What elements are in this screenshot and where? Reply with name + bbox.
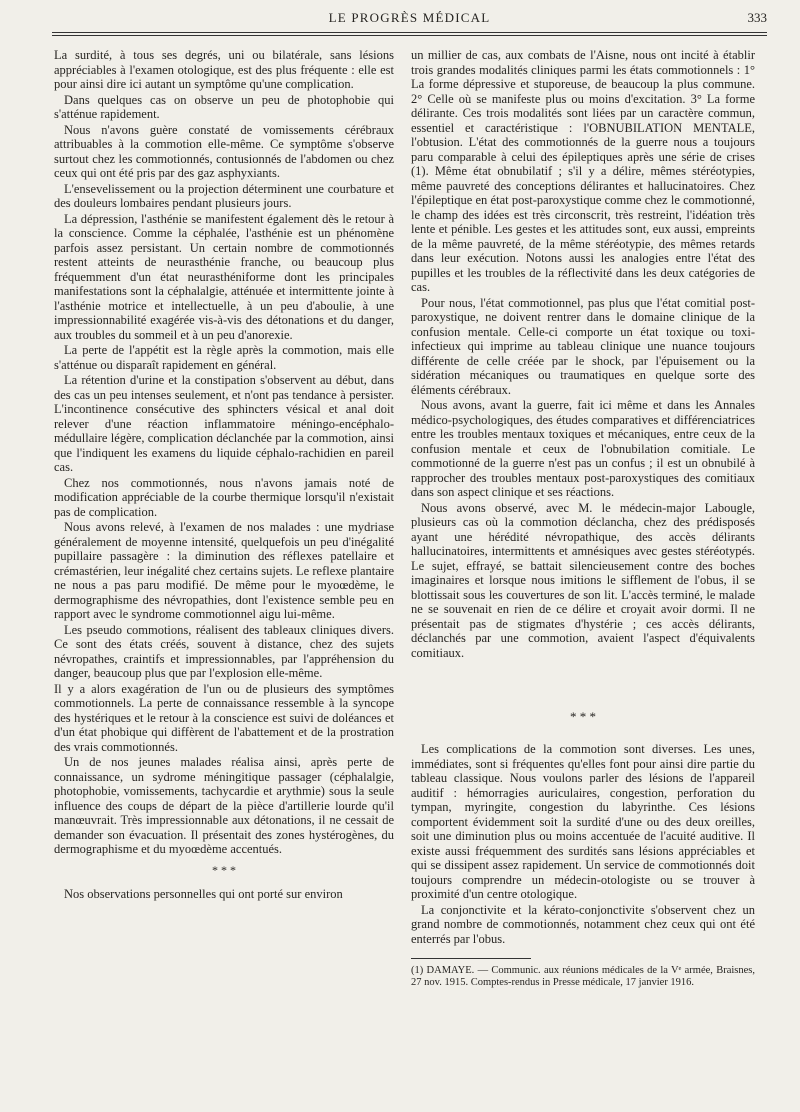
paragraph: La rétention d'urine et la constipation s'observent au début, dans des cas un peu intenses seulement, et n'ont pas tendance à persister. L'incontinence consécutive des sphincters vésical et anal doit relever d'une réaction inflammatoire méningo-encéphalo-médullaire légère, complication déclanchée par la commotion, ainsi que l'indiquent les examens du liquide céphalo-rachidien en pareil cas. (54, 373, 394, 474)
running-header (52, 8, 767, 28)
paragraph: Dans quelques cas on observe un peu de photophobie qui s'atténue rapidement. (54, 92, 394, 121)
paragraph: Nous n'avons guère constaté de vomissements cérébraux attribuables à la commotion elle-même. Ce symptôme s'observe surtout chez les commotionnés, contusionnés de l'abdomen ou chez ceux qui ont été pris par des gaz asphyxiants. (54, 122, 394, 180)
section-separator: * * * (212, 862, 236, 877)
paragraph: Il y a alors exagération de l'un ou de plusieurs des symptômes commotionnels. La perte de connaissance ressemble à la syncope des hystériques et le retour à la conscience est suivi de doléances et d'un état phobique qui diffèrent de l'abattement et de la prostration des vrais commotionnés. (54, 681, 394, 754)
journal-title: LE PROGRÈS MÉDICAL (328, 10, 491, 25)
left-column (54, 48, 394, 902)
paragraph: L'ensevelissement ou la projection déterminent une courbature et des douleurs lombaires pendant plusieurs jours. (54, 181, 394, 210)
paragraph: Nos observations personnelles qui ont porté sur environ (64, 886, 343, 901)
header-rule-top (52, 32, 767, 33)
footnote-rule (411, 958, 531, 959)
paragraph: un millier de cas, aux combats de l'Aisne, nous ont incité à établir trois grandes modalités cliniques parmi les états commotionnels : 1° La forme dépressive et stuporeuse, de beaucoup la plus commune. 2° Celle où se manifeste plus ou moins d'excitation. 3° La forme délirante. Ces trois modalités sont liées par un caractère commun, essentiel et caractéristique : l'OBNUBILATION MENTALE, l'obtusion. L'état des commotionnés de la guerre nous a toujours paru comparable à celui des épileptiques après une série de crises (1). Même état obnubilatif ; s'il y a délire, mêmes stéréotypies, même pauvreté des conceptions délirantes et hallucinatoires. Chez l'épileptique en état post-paroxystique comme chez le commotionné, le champ des idées est très circonscrit, très restreint, l'idéation très lente et pénible. Les gestes et les attitudes sont, eux aussi, empreints de la même pauvreté, de la même stéréotypie, des mêmes retards dans leur exécution. Notons aussi les analogies entre l'état des pupilles et les troubles de la réflectivité dans les deux catégories de cas. (411, 48, 755, 294)
paragraph: Chez nos commotionnés, nous n'avons jamais noté de modification appréciable de la courbe thermique lorsqu'il n'existait pas de complication. (54, 475, 394, 519)
paragraph: La surdité, à tous ses degrés, uni ou bilatérale, sans lésions appréciables à l'examen otologique, est des plus fréquente : elle est pour ainsi dire ici autant un symptôme qu'une complication. (54, 48, 394, 91)
right-column (411, 48, 755, 989)
header-rule-bottom (52, 35, 767, 36)
paragraph: Nous avons observé, avec M. le médecin-major Labougle, plusieurs cas où la commotion déclancha, chez des prédisposés ayant une hérédité névropathique, des accès délirants hallucinatoires, intermittents et amnésiques avec gestes stéréotypés. Le sujet, effrayé, se battait silencieusement contre des boches imaginaires et lorsque nous imitions le sifflement de l'obus, il se blottissait sous les couvertures de son lit. L'accès terminé, le malade ne se souvenait en rien de ce délire et croyait avoir dormi. Il ne présentait pas de stigmates d'hystérie ; ces accès délirants, déclanchés par une commotion, avaient l'aspect d'équivalents comitiaux. (411, 500, 755, 660)
paragraph: Un de nos jeunes malades réalisa ainsi, après perte de connaissance, un sydrome méningitique passager (céphalalgie, photophobie, vomissements, tachycardie et arythmie) sous la seule influence des coups de départ de la pièce d'artillerie lourde qu'il manœuvrait. Très impressionnable aux détonations, il ne cessait de demander son évacuation. Il présentait des zones hystérogènes, du dermographisme et du myoœdème accentués. (54, 755, 394, 856)
section-separator: * * * (570, 709, 596, 724)
paragraph: Les complications de la commotion sont diverses. Les unes, immédiates, sont si fréquentes qu'elles font pour ainsi dire partie du tableau classique. Nous voulons parler des lésions de l'appareil auditif : hémorragies auriculaires, congestion, perforation du tympan, myringite, congestion du labyrinthe. Ces lésions comportent évidemment soit la surdité d'une ou des deux oreilles, soit une diminution plus ou moins accentuée de l'acuité auditive. Il existe aussi fréquemment des surdités sans lésions appréciables et qui se dissipent assez rapidement. Un service de commotionnés doit toujours comprendre un médecin-otologiste ou se trouver à proximité d'un centre otologique. (411, 742, 755, 901)
paragraph: La conjonctivite et la kérato-conjonctivite s'observent chez un grand nombre de commotionnés, notamment chez ceux qui ont été enterrés par l'obus. (411, 902, 755, 946)
page-number: 333 (747, 10, 767, 25)
paragraph: La perte de l'appétit est la règle après la commotion, mais elle s'atténue ou disparaît rapidement en général. (54, 343, 394, 372)
paragraph: Pour nous, l'état commotionnel, pas plus que l'état comitial post-paroxystique, ne doivent rentrer dans le domaine clinique de la confusion mentale. Celle-ci comporte un état toxique ou toxi-infectieux qui imprime au tableau clinique une nuance toujours différente de celle créée par le shock, par l'épuisement ou la sidération mécaniques ou traumatiques en quelque sorte des éléments cérébraux. (411, 295, 755, 397)
paragraph: Les pseudo commotions, réalisent des tableaux cliniques divers. Ce sont des états créés, souvent à distance, chez des sujets névropathes, craintifs et impressionnables, par l'appréhension du danger, beaucoup plus que par l'explosion elle-même. (54, 622, 394, 680)
paragraph: Nous avons, avant la guerre, fait ici même et dans les Annales médico-psychologiques, des études comparatives et différenciatrices entre les troubles mentaux toxiques et mécaniques, entre ceux de la confusion mentale et ceux de l'obnubilation comitiale. Le commotionné de la guerre n'est pas un confus ; il est un obnubilé à rapprocher des troubles mentaux post-paroxystiques des comitiaux dans son aspect clinique et ses réactions. (411, 398, 755, 499)
footnote: (1) DAMAYE. — Communic. aux réunions médicales de la Vᵉ armée, Braisnes, 27 nov. 1915. Comptes-rendus in Presse médicale, 17 janvier 1916. (411, 965, 755, 988)
paragraph: Nous avons relevé, à l'examen de nos malades : une mydriase généralement de moyenne intensité, quelquefois un peu d'inégalité pupillaire passagère : la diminution des réflexes patellaire et crémastérien, leur inégalité chez certains sujets. Le reflexe plantaire ne nous a pas paru modifié. De même pour le myoœdème, le dermographisme des névropathies, dont l'existence semble peu en rapport avec le syndrome commotionnel aigu lui-même. (54, 520, 394, 621)
paragraph: La dépression, l'asthénie se manifestent également dès le retour à la conscience. Comme la céphalée, l'asthénie est un phénomène parfois assez persistant. Un certain nombre de commotionnés restent atteints de neurasthénie franche, ou beaucoup plus fréquemment d'un état neurasthéniforme dont les principales manifestations sont la céphalalgie, atténuée et intermittente jointe à l'asthénie motrice et intellectuelle, à un peu d'aboulie, à une impressionnabilité exagérée vis-à-vis des détonations et du danger, aux troubles du sommeil et à un peu d'anorexie. (54, 211, 394, 342)
